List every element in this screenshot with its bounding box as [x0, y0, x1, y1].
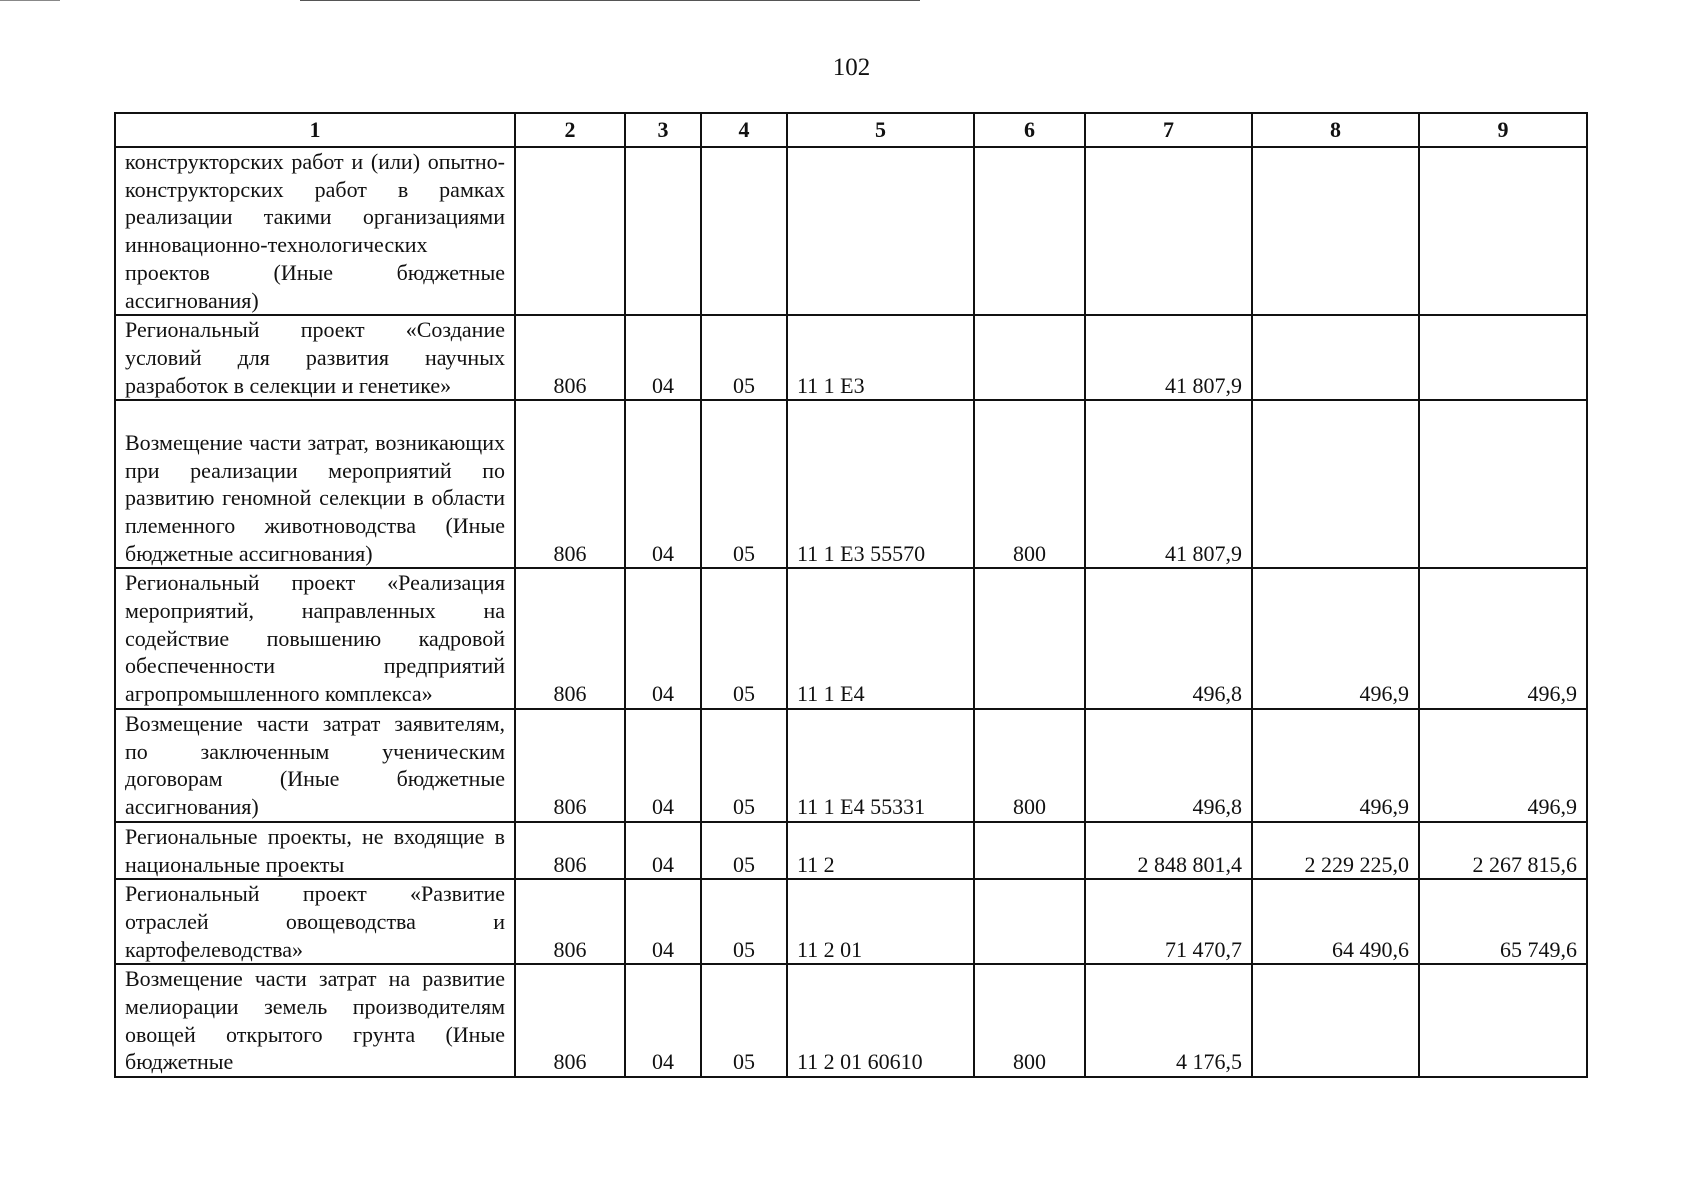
cell-section: 04	[625, 568, 701, 709]
cell-expense-type: 800	[974, 709, 1085, 822]
cell-ministry-code: 806	[515, 879, 625, 964]
cell-amount-col8	[1252, 964, 1419, 1077]
column-header: 8	[1252, 113, 1419, 147]
cell-amount-col8: 496,9	[1252, 709, 1419, 822]
cell-amount-col8	[1252, 400, 1419, 568]
column-header: 7	[1085, 113, 1252, 147]
cell-section	[625, 147, 701, 315]
cell-subsection: 05	[701, 822, 787, 879]
row-description: Возмещение части затрат на развитие мелиорации земель производителям овощей открытого грунта (Иные бюджетные	[115, 964, 515, 1077]
cell-target-article: 11 1 E4	[787, 568, 974, 709]
cell-amount-col7: 41 807,9	[1085, 400, 1252, 568]
table-row	[115, 147, 1587, 315]
cell-expense-type	[974, 568, 1085, 709]
cell-amount-col9: 496,9	[1419, 709, 1587, 822]
cell-ministry-code: 806	[515, 315, 625, 400]
row-description: Возмещение части затрат, возникающих при реализации мероприятий по развитию геномной селекции в области племенного животноводства (Иные бюджетные ассигнования)	[115, 400, 515, 568]
cell-subsection: 05	[701, 400, 787, 568]
row-description: Региональный проект «Создание условий для развития научных разработок в селекции и генетике»	[115, 315, 515, 400]
cell-section: 04	[625, 315, 701, 400]
cell-subsection: 05	[701, 568, 787, 709]
cell-expense-type	[974, 822, 1085, 879]
cell-expense-type	[974, 879, 1085, 964]
scan-top-rule	[300, 0, 920, 1]
cell-ministry-code: 806	[515, 822, 625, 879]
cell-ministry-code: 806	[515, 400, 625, 568]
cell-ministry-code: 806	[515, 709, 625, 822]
cell-section: 04	[625, 879, 701, 964]
cell-section: 04	[625, 964, 701, 1077]
cell-section: 04	[625, 400, 701, 568]
table-header-row	[115, 113, 1587, 147]
cell-target-article: 11 2 01 60610	[787, 964, 974, 1077]
cell-expense-type: 800	[974, 964, 1085, 1077]
cell-amount-col9: 2 267 815,6	[1419, 822, 1587, 879]
column-header: 5	[787, 113, 974, 147]
cell-amount-col7	[1085, 147, 1252, 315]
column-header: 9	[1419, 113, 1587, 147]
cell-subsection: 05	[701, 709, 787, 822]
cell-target-article	[787, 147, 974, 315]
row-description: Региональный проект «Развитие отраслей овощеводства и картофелеводства»	[115, 879, 515, 964]
cell-amount-col7: 496,8	[1085, 568, 1252, 709]
cell-amount-col9	[1419, 147, 1587, 315]
cell-amount-col9: 65 749,6	[1419, 879, 1587, 964]
table-row	[115, 400, 1587, 568]
cell-amount-col7: 496,8	[1085, 709, 1252, 822]
table-row	[115, 568, 1587, 709]
row-description: Возмещение части затрат заявителям, по заключенным ученическим договорам (Иные бюджетные ассигнования)	[115, 709, 515, 822]
cell-amount-col7: 2 848 801,4	[1085, 822, 1252, 879]
cell-target-article: 11 2	[787, 822, 974, 879]
scan-edge-line	[0, 0, 60, 1]
cell-expense-type: 800	[974, 400, 1085, 568]
cell-amount-col9	[1419, 964, 1587, 1077]
cell-amount-col9	[1419, 315, 1587, 400]
cell-amount-col9: 496,9	[1419, 568, 1587, 709]
cell-ministry-code: 806	[515, 964, 625, 1077]
column-header: 3	[625, 113, 701, 147]
cell-target-article: 11 1 E4 55331	[787, 709, 974, 822]
cell-subsection	[701, 147, 787, 315]
cell-ministry-code: 806	[515, 568, 625, 709]
cell-amount-col8	[1252, 315, 1419, 400]
row-description: Региональные проекты, не входящие в национальные проекты	[115, 822, 515, 879]
row-description: Региональный проект «Реализация мероприятий, направленных на содействие повышению кадровой обеспеченности предприятий агропромышленного комплекса»	[115, 568, 515, 709]
cell-section: 04	[625, 709, 701, 822]
cell-target-article: 11 2 01	[787, 879, 974, 964]
table-row	[115, 822, 1587, 879]
cell-ministry-code	[515, 147, 625, 315]
cell-subsection: 05	[701, 964, 787, 1077]
cell-amount-col9	[1419, 400, 1587, 568]
budget-table	[114, 112, 1588, 1078]
cell-target-article: 11 1 E3 55570	[787, 400, 974, 568]
cell-amount-col7: 41 807,9	[1085, 315, 1252, 400]
cell-expense-type	[974, 147, 1085, 315]
cell-expense-type	[974, 315, 1085, 400]
cell-target-article: 11 1 E3	[787, 315, 974, 400]
page-number: 102	[832, 54, 871, 81]
column-header: 2	[515, 113, 625, 147]
cell-amount-col8: 496,9	[1252, 568, 1419, 709]
column-header: 1	[115, 113, 515, 147]
column-header: 4	[701, 113, 787, 147]
cell-amount-col7: 71 470,7	[1085, 879, 1252, 964]
table-row	[115, 709, 1587, 822]
table-row	[115, 315, 1587, 400]
cell-amount-col8: 64 490,6	[1252, 879, 1419, 964]
table-row	[115, 964, 1587, 1077]
cell-subsection: 05	[701, 879, 787, 964]
column-header: 6	[974, 113, 1085, 147]
cell-section: 04	[625, 822, 701, 879]
table-row	[115, 879, 1587, 964]
cell-amount-col7: 4 176,5	[1085, 964, 1252, 1077]
cell-amount-col8	[1252, 147, 1419, 315]
cell-subsection: 05	[701, 315, 787, 400]
row-description: конструкторских работ и (или) опытно-конструкторских работ в рамках реализации такими организациями инновационно-технологических проектов (Иные бюджетные ассигнования)	[115, 147, 515, 315]
cell-amount-col8: 2 229 225,0	[1252, 822, 1419, 879]
